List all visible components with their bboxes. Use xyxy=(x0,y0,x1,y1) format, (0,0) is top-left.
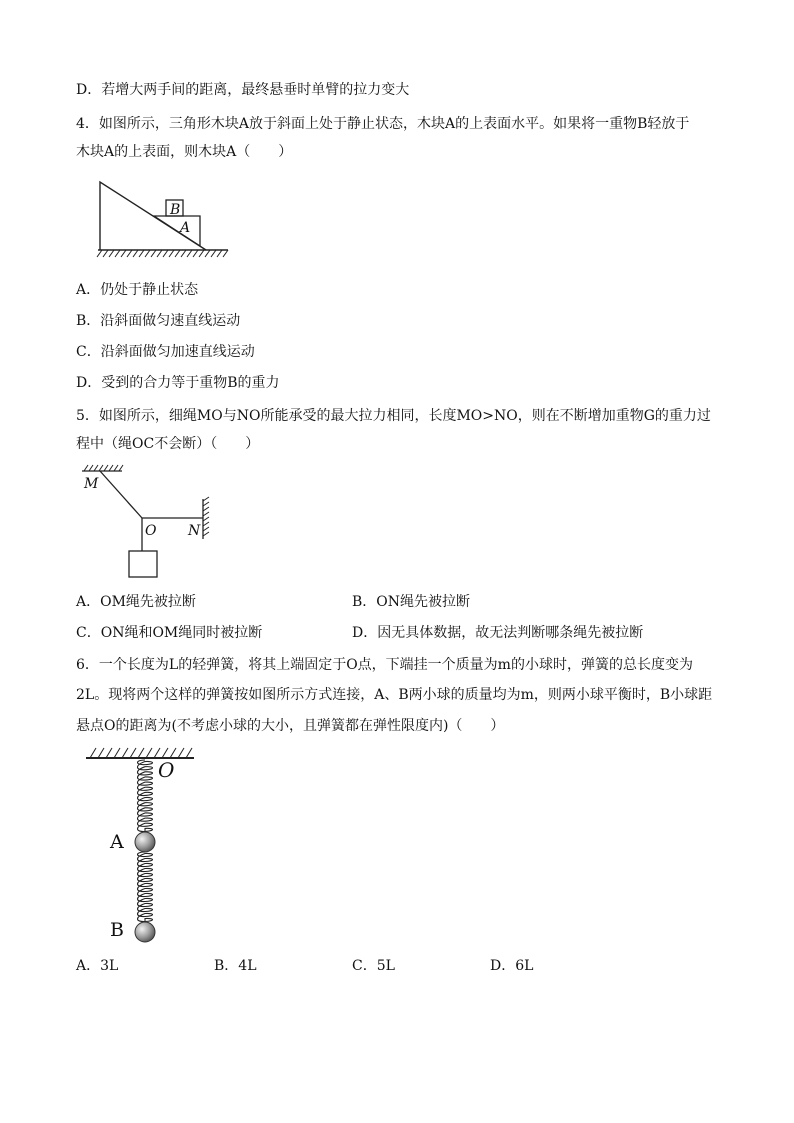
upper-spring xyxy=(138,760,153,832)
q6-stem-line1: 6．一个长度为L的轻弹簧，将其上端固定于O点，下端挂一个质量为m的小球时，弹簧的总长度变为 xyxy=(76,657,693,673)
q5-label-n: N xyxy=(188,523,201,539)
q6-option-c: C．5L xyxy=(352,958,395,974)
ball-a xyxy=(135,832,155,852)
q6-label-b: B xyxy=(110,919,124,941)
q5-option-a: A．OM绳先被拉断 xyxy=(76,594,196,610)
q5-option-c: C．ON绳和OM绳同时被拉断 xyxy=(76,625,263,641)
q5-label-o: O xyxy=(145,523,157,539)
q6-stem-line3: 悬点O的距离为(不考虑小球的大小，且弹簧都在弹性限度内)（ ） xyxy=(76,718,505,734)
q6-stem-line2: 2L。现将两个这样的弹簧按如图所示方式连接，A、B两小球的质量均为m，则两小球平衡时，B小球距 xyxy=(76,687,713,703)
q4-label-b: B xyxy=(170,202,181,218)
q4-label-a: A xyxy=(180,220,191,236)
q5-stem-line1: 5．如图所示，细绳MO与NO所能承受的最大拉力相同，长度MO>NO，则在不断增加重物G的重力过 xyxy=(76,408,711,424)
q5-option-d: D．因无具体数据，故无法判断哪条绳先被拉断 xyxy=(352,625,644,641)
q6-label-a: A xyxy=(110,831,124,853)
q5-option-b: B．ON绳先被拉断 xyxy=(352,594,471,610)
q6-option-b: B．4L xyxy=(214,958,257,974)
q6-option-a: A．3L xyxy=(76,958,119,974)
lower-spring xyxy=(138,852,153,922)
q4-option-d: D．受到的合力等于重物B的重力 xyxy=(76,375,280,391)
q4-incline-figure xyxy=(96,176,232,260)
q4-stem-line2: 木块A的上表面，则木块A（ ） xyxy=(76,144,293,160)
q5-stem-line2: 程中（绳OC不会断）（ ） xyxy=(76,436,260,452)
q4-option-c: C．沿斜面做匀加速直线运动 xyxy=(76,344,255,360)
ball-b xyxy=(135,922,155,942)
q4-stem-line1: 4．如图所示，三角形木块A放于斜面上处于静止状态，木块A的上表面水平。如果将一重物B轻放于 xyxy=(76,116,690,132)
q6-option-d: D．6L xyxy=(490,958,534,974)
q3-option-d: D．若增大两手间的距离，最终悬垂时单臂的拉力变大 xyxy=(76,82,410,98)
q5-label-m: M xyxy=(84,476,99,492)
q6-label-o: O xyxy=(158,758,175,782)
q4-option-a: A．仍处于静止状态 xyxy=(76,282,199,298)
q4-option-b: B．沿斜面做匀速直线运动 xyxy=(76,313,241,329)
q6-spring-figure xyxy=(84,744,204,948)
